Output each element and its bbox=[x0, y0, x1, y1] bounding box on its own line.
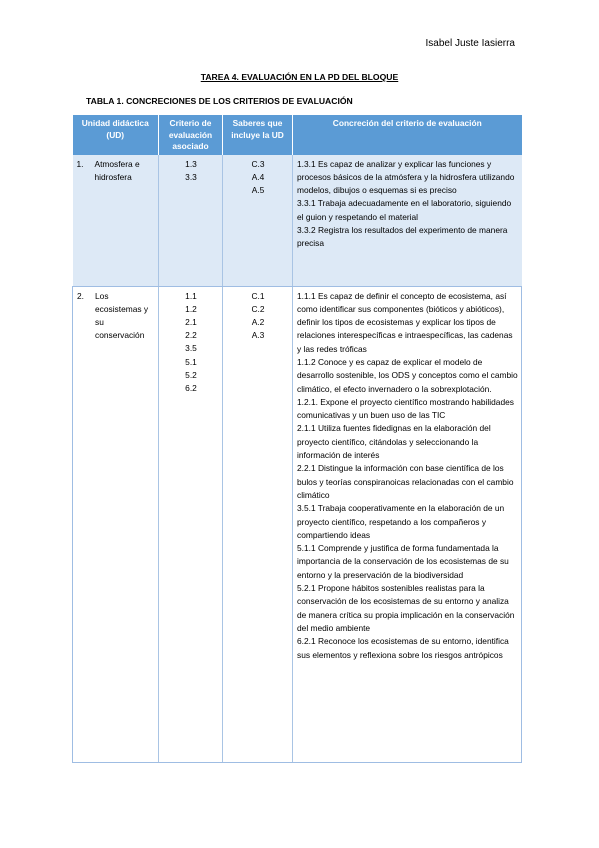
header-concrecion: Concreción del criterio de evaluación bbox=[293, 115, 522, 155]
ud-cell bbox=[73, 286, 159, 762]
saber-item: A.5 bbox=[251, 184, 265, 195]
criterio-item: 1.1 bbox=[185, 290, 197, 301]
criterio-item: 1.2 bbox=[185, 303, 197, 314]
concrecion-item: 3.3.2 Registra los resultados del experimento de manera precisa bbox=[297, 224, 508, 249]
concrecion-item: 1.2.1. Expone el proyecto científico mostrando habilidades comunicativas y un buen uso de las TIC bbox=[297, 396, 514, 421]
criterio-item: 6.2 bbox=[185, 382, 197, 393]
saber-item: C.2 bbox=[251, 303, 265, 314]
concrecion-item: 1.3.1 Es capaz de analizar y explicar las funciones y procesos básicos de la atmósfera y la hidrosfera utilizando modelos, dibujos o esquemas si es preciso bbox=[297, 158, 515, 196]
concrecion-cell bbox=[293, 286, 522, 762]
criterio-cell bbox=[159, 155, 223, 287]
concrecion-item: 3.5.1 Trabaja cooperativamente en la elaboración de un proyecto científico, respetando a los compañeros y compartiendo ideas bbox=[297, 503, 505, 540]
ud-entry bbox=[77, 290, 155, 343]
ud-entry bbox=[77, 158, 156, 185]
saber-item: C.3 bbox=[251, 158, 265, 169]
criterio-item: 5.2 bbox=[185, 369, 197, 380]
saberes-cell bbox=[223, 286, 293, 762]
page-title: TAREA 4. EVALUACIÓN EN LA PD DEL BLOQUE bbox=[200, 72, 399, 82]
author-name: Isabel Juste Iasierra bbox=[425, 38, 515, 49]
criterio-cell bbox=[159, 286, 223, 762]
saber-item: C.1 bbox=[251, 290, 265, 301]
saber-item: A.2 bbox=[251, 316, 265, 327]
table-caption: TABLA 1. CONCRECIONES DE LOS CRITERIOS DE EVALUACIÓN bbox=[86, 96, 353, 106]
table-row bbox=[73, 155, 522, 287]
criterio-item: 1.3 bbox=[185, 158, 197, 169]
table-header-row bbox=[73, 115, 522, 155]
concrecion-item: 6.2.1 Reconoce los ecosistemas de su entorno, identifica sus elementos y reflexiona sobre los riesgos antrópicos bbox=[297, 636, 509, 660]
concrecion-item: 5.1.1 Comprende y justifica de forma fundamentada la importancia de la conservación de los ecosistemas de su entorno y la preservación de la biodiversidad bbox=[297, 543, 509, 580]
header-saberes: Saberes que incluye la UD bbox=[223, 115, 293, 155]
criterio-item: 3.5 bbox=[185, 343, 197, 354]
criterio-item: 5.1 bbox=[185, 356, 197, 367]
criterio-item: 3.3 bbox=[185, 171, 197, 182]
concrecion-item: 1.1.2 Conoce y es capaz de explicar el modelo de desarrollo sostenible, los ODS y conceptos como el cambio climático, el efecto invernadero o la sobrexplotación. bbox=[297, 356, 518, 394]
concrecion-item: 1.1.1 Es capaz de definir el concepto de ecosistema, así como identificar sus componentes (bióticos y abióticos), definir los tipos de ecosistemas y explicar los tipos de relaciones interespecíficas e intraespecíficas, las cadenas y las redes tróficas bbox=[297, 290, 513, 354]
header-ud: Unidad didáctica (UD) bbox=[73, 115, 159, 155]
criteria-table bbox=[72, 115, 522, 763]
ud-cell bbox=[73, 155, 159, 287]
ud-number: 1. bbox=[76, 158, 84, 169]
table-row bbox=[73, 286, 522, 762]
criterio-item: 2.1 bbox=[185, 316, 197, 327]
concrecion-cell bbox=[293, 155, 522, 287]
concrecion-item: 2.2.1 Distingue la información con base científica de los bulos y teorías conspiranoicas relacionadas con el cambio climático bbox=[297, 463, 514, 500]
concrecion-item: 3.3.1 Trabaja adecuadamente en el laboratorio, siguiendo el guion y respetando el material bbox=[297, 198, 512, 222]
saber-item: A.3 bbox=[251, 330, 265, 341]
saberes-cell bbox=[223, 155, 293, 287]
saber-item: A.4 bbox=[251, 171, 265, 182]
concrecion-item: 2.1.1 Utiliza fuentes fidedignas en la elaboración del proyecto científico, citándolas y seleccionando la información de interés bbox=[297, 423, 491, 461]
concrecion-item: 5.2.1 Propone hábitos sostenibles realistas para la conservación de los ecosistemas de su entorno y analiza de manera crítica su propia implicación en la conservación del medio ambiente bbox=[297, 583, 515, 633]
header-criterio: Criterio de evaluación asociado bbox=[159, 115, 223, 155]
ud-name: Los ecosistemas y su conservación bbox=[95, 290, 149, 341]
ud-number: 2. bbox=[77, 290, 84, 301]
criterio-item: 2.2 bbox=[185, 330, 197, 341]
ud-name: Atmosfera e hidrosfera bbox=[94, 158, 140, 182]
